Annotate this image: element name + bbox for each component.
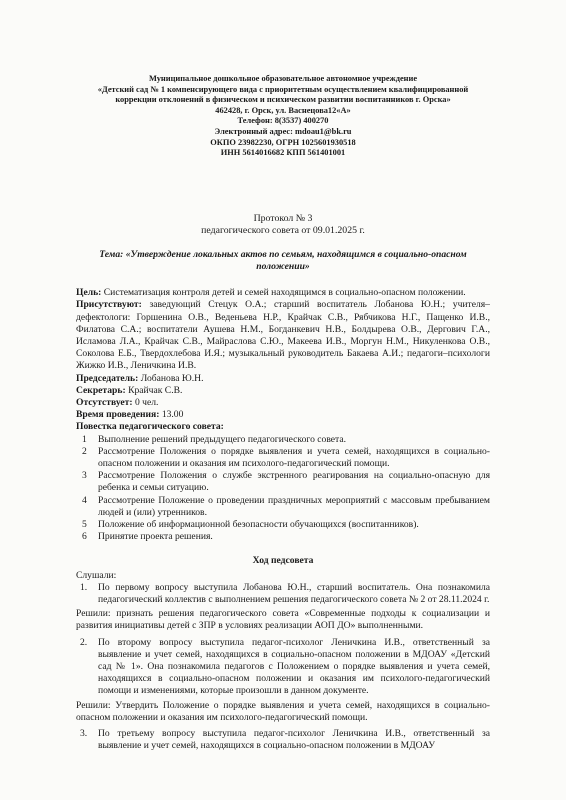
goal-paragraph	[76, 287, 490, 299]
course-title: Ход педсовета	[252, 555, 314, 567]
header-line: ОКПО 23982230, ОГРН 1025601930518	[210, 137, 356, 147]
agenda-item	[82, 531, 490, 543]
agenda-item-text: Рассмотрение Положения о службе экстренного реагирования на социально-опасную для ребенка и семьи ситуацию.	[98, 470, 490, 494]
meeting-topic: Тема: «Утверждение локальных актов по семьям, находящимся в социально-опасном положении»	[99, 248, 467, 272]
time-label: Время проведения:	[76, 409, 160, 421]
agenda-item-text: Принятие проекта решения.	[98, 531, 213, 543]
agenda-item-number: 2	[82, 445, 87, 457]
course-item-text: По первому вопросу выступила Лобанова Ю.Н., старший воспитатель. Она познакомила педагогический коллектив с выполнением решения педагогического совета № 2 от 28.11.2024 г.	[98, 581, 490, 606]
agenda-item-number: 6	[82, 531, 87, 543]
organization-header	[76, 74, 490, 159]
header-line: ИНН 5614016682 КПП 561401001	[220, 148, 346, 158]
header-line: коррекции отклонений в физическом и психическом развитии воспитанников г. Орска»	[115, 95, 451, 105]
agenda-title	[76, 421, 490, 433]
agenda-item-text: Положение об информационной безопасности обучающихся (воспитанников).	[98, 519, 419, 531]
agenda-item-number: 4	[82, 494, 87, 506]
decision-paragraph: Решили: Утвердить Положение о порядке выявления и учета семей, находящихся в социально-опасном положении и оказания им психолого-педагогический помощи.	[76, 699, 490, 723]
course-item	[76, 637, 490, 698]
agenda-list	[82, 434, 490, 544]
present-paragraph	[76, 299, 490, 372]
absent-line	[76, 397, 490, 409]
decision-paragraph: Решили: признать решения педагогического совета «Современные подходы к социализации и развития инициативы детей с ЗПР в условиях реализации АОП ДО» выполненными.	[76, 608, 490, 632]
agenda-title-text: Повестка педагогического совета:	[76, 421, 224, 433]
protocol-number: Протокол № 3	[253, 212, 313, 224]
time-value: 13.00	[161, 409, 184, 421]
course-item-number: 3.	[80, 728, 88, 740]
agenda-item-text: Выполнение решений предыдущего педагогического совета.	[98, 433, 347, 445]
agenda-item	[82, 519, 490, 531]
goal-label: Цель:	[76, 287, 102, 299]
protocol-heading	[76, 213, 490, 237]
course-item-number: 2.	[80, 636, 88, 648]
agenda-item-text: Рассмотрение Положения о порядке выявления и учета семей, находящихся в социально-опасном положении и оказания им психолого-педагогический помощи.	[98, 445, 490, 469]
listened-label: Слушали:	[76, 569, 117, 581]
chair-name: Лобанова Ю.Н.	[140, 372, 204, 384]
header-line: «Детский сад № 1 компенсирующего вида с приоритетным осуществлением квалифицированной	[97, 84, 469, 94]
absent-label: Отсутствует:	[76, 396, 133, 408]
goal-text: Систематизация контроля детей и семей находящимся в социально-опасном положении.	[103, 287, 466, 299]
agenda-item	[82, 495, 490, 519]
agenda-item	[82, 446, 490, 470]
header-line: Муниципальное дошкольное образовательное автономное учреждение	[148, 74, 418, 83]
secretary-label: Секретарь:	[76, 384, 126, 396]
chair-label: Председатель:	[76, 372, 139, 384]
agenda-item-number: 5	[82, 519, 87, 531]
header-line: Телефон: 8(3537) 400270	[237, 116, 329, 126]
protocol-subtitle: педагогического совета от 09.01.2025 г.	[201, 224, 365, 236]
present-label: Присутствуют:	[76, 299, 142, 311]
absent-count: 0 чел.	[134, 396, 159, 408]
chair-line	[76, 373, 490, 385]
header-line: Электронный адрес: mdoau1@bk.ru	[214, 126, 352, 136]
course-item	[76, 728, 490, 752]
agenda-item-number: 1	[82, 433, 87, 445]
present-text: заведующий Стецук О.А.; старший воспитатель Лобанова Ю.Н.; учителя–дефектологи: Горшенина О.В., Веденьева Н.Р., Крайчак С.В., Рябчикова Н.Г., Пащенко И.В., Филатова С.А.; воспитатели Аушева Н.М., Богданкевич Н.В., Болдырева О.В., Дергович Г.А., Исламова Л.А., Крайчак С.В., Майраслова С.Ю., Макеева И.В., Моргун Н.М., Никуленкова О.В., Соколова Е.Б., Твердохлебова И.Я.; музыкальный руководитель Бакаева А.И.; педагоги–психологи Жижко И.В., Леничкина И.В.	[76, 299, 490, 372]
course-item	[76, 582, 490, 606]
time-line	[76, 409, 490, 421]
agenda-item-text: Рассмотрение Положение о проведении праздничных мероприятий с массовым пребыванием людей и (или) утренников.	[98, 494, 490, 518]
agenda-item-number: 3	[82, 470, 87, 482]
course-item-text: По второму вопросу выступила педагог-психолог Леничкина И.В., ответственный за выявление и учет семей, находящихся в социально-опасном положении в МДОАУ «Детский сад № 1». Она познакомила педагогов с Положением о порядке выявления и учета семей, находящихся в социально-опасном положении и оказания им психолого-педагогический помощи и изменениями, которые произошли в данном документе.	[98, 636, 490, 697]
agenda-item	[82, 434, 490, 446]
course-item-text: По третьему вопросу выступила педагог-психолог Леничкина И.В., ответственный за выявление и учет семей, находящихся в социально-опасном положении в МДОАУ	[98, 728, 490, 752]
secretary-line	[76, 385, 490, 397]
course-item-number: 1.	[80, 581, 88, 593]
header-line: 462428, г. Орск, ул. Васнецова12«А»	[215, 105, 351, 115]
agenda-item	[82, 470, 490, 494]
secretary-name: Крайчак С.В.	[128, 384, 183, 396]
